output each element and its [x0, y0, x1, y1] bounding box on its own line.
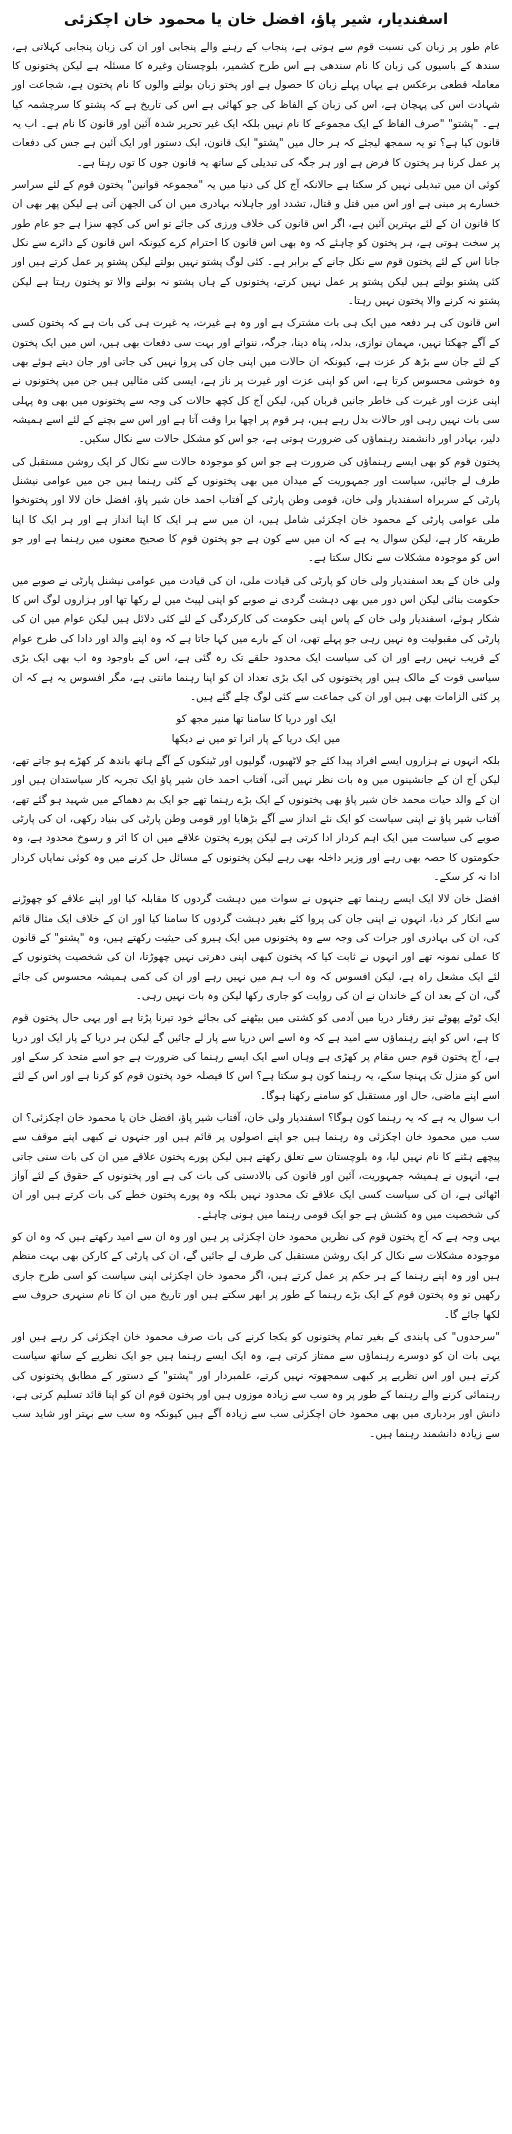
paragraph: بلکہ انہوں نے ہزاروں ایسے افراد پیدا کئے جو لاٹھیوں، گولیوں اور ٹینکوں کے آگے ہاتھ باندھ کر کھڑے ہو جاتے تھے، لیکن آج ان کے جانشینوں میں وہ بات نظر نہیں آتی، آفتاب احمد خان شیر پاؤ ایک تجربہ کار سیاستدان ہیں اور ان کے والد حیات محمد خان شیر پاؤ بھی پختونوں کے ایک بڑے رہنما تھے جو ایک بم دھماکے میں شہید ہو گئے تھے، آفتاب شیر پاؤ نے اپنی سیاست کو ایک نئے انداز سے آگے بڑھایا اور قومی وطن پارٹی کی بنیاد رکھی، ان کی پارٹی صوبے کی سیاست میں ایک اہم کردار ادا کرتی ہے لیکن پورے پختون علاقے میں ان کا اثر و رسوخ محدود ہے، وہ حکومتوں کا حصہ بھی رہے اور وزیر داخلہ بھی رہے لیکن پختونوں کے مسائل حل کرنے میں وہ کوئی نمایاں کردار ادا نہ کر سکے۔ — [12, 754, 500, 883]
paragraph: اب سوال یہ ہے کہ یہ رہنما کون ہوگا؟ اسفندیار ولی خان، آفتاب شیر پاؤ، افضل خان یا محمود خان اچکزئی؟ ان سب میں محمود خان اچکزئی وہ رہنما ہیں جو اپنے اصولوں پر قائم ہیں اور جنہوں نے کبھی اپنے موقف سے پیچھے ہٹنے کا نام نہیں لیا، وہ بلوچستان سے تعلق رکھتے ہیں لیکن پورے پختون علاقے میں ان کی بات سنی جاتی ہے، انہوں نے ہمیشہ جمہوریت، آئین اور قانون کی بالادستی کی بات کی ہے اور پختونوں کے حقوق کے لئے آواز اٹھائی ہے، ان کی سیاست کسی ایک علاقے تک محدود نہیں بلکہ وہ پورے پختون خطے کی بات کرتے ہیں اور ان کی شخصیت میں وہ کشش ہے جو ایک قومی رہنما میں ہونی چاہئے۔ — [12, 1112, 500, 1221]
verse-line: میں ایک دریا کے پار اترا تو میں نے دیکھا — [171, 732, 341, 745]
paragraph: پختون قوم کو بھی ایسے رہنماؤں کی ضرورت ہے جو اس کو موجودہ حالات سے نکال کر ایک روشن مستقبل کی طرف لے جائیں، سیاست اور جمہوریت کے میدان میں بھی پختونوں کے کئی رہنما ہیں جن میں عوامی نیشنل پارٹی کے سربراہ اسفندیار ولی خان، قومی وطن پارٹی کے آفتاب احمد خان شیر پاؤ، افضل خان لالا اور پختونخوا ملی عوامی پارٹی کے محمود خان اچکزئی شامل ہیں، ان میں سے ہر ایک کا اپنا انداز ہے اور ہر ایک کا اپنا طریقہ کار ہے، لیکن سوال یہ ہے کہ ان میں سے کون ہے جو پختون قوم کا صحیح معنوں میں رہنما ہے اور جو اس کو موجودہ مشکلات سے نکال سکتا ہے۔ — [12, 455, 500, 565]
paragraph: یہی وجہ ہے کہ آج پختون قوم کی نظریں محمود خان اچکزئی پر ہیں اور وہ ان سے امید رکھتے ہیں کہ وہ ان کو موجودہ مشکلات سے نکال کر ایک روشن مستقبل کی طرف لے جائیں گے، ان کی پارٹی کے کارکن بھی بہت منظم ہیں اور وہ اپنے رہنما کے ہر حکم پر عمل کرتے ہیں، اگر محمود خان اچکزئی اپنی سیاست کو اسی طرح جاری رکھیں تو وہ پختون قوم کے ایک بڑے رہنما کے طور پر ابھر سکتے ہیں اور تاریخ میں ان کا نام سنہری حروف سے لکھا جائے گا۔ — [12, 1231, 500, 1321]
article-body — [12, 38, 500, 1444]
verse-line: ایک اور دریا کا سامنا تھا منیر مجھ کو — [176, 713, 336, 726]
paragraph: افضل خان لالا ایک ایسے رہنما تھے جنہوں نے سوات میں دہشت گردوں کا مقابلہ کیا اور اپنے علاقے کو چھوڑنے سے انکار کر دیا، انہوں نے اپنی جان کی پروا کئے بغیر دہشت گردوں کا سامنا کیا اور ان کے خلاف ایک مثال قائم کی، ان کی بہادری اور جرات کی وجہ سے وہ پختونوں میں ایک ہیرو کی حیثیت رکھتے ہیں، وہ "پشتو" کے قانون کا عملی نمونہ تھے اور انہوں نے ثابت کیا کہ پختون کبھی اپنی دھرتی نہیں چھوڑتا، ان کی شخصیت پختونوں کے لئے ایک مشعل راہ ہے، لیکن افسوس کہ وہ اب ہم میں نہیں رہے اور ان کی کمی ہمیشہ محسوس کی جائے گی، ان کے بعد ان کے خاندان نے ان کی روایت کو جاری رکھا لیکن وہ بات نہیں رہی۔ — [12, 893, 500, 1002]
paragraph: کوئی ان میں تبدیلی نہیں کر سکتا ہے حالانکہ آج کل کی دنیا میں یہ "مجموعہ قوانین" پختون قوم کے لئے سراسر خسارے پر مبنی ہے اور اس میں قتل و قتال، تشدد اور جاہلانہ بہادری میں ان کی الجھن آتی ہے لیکن پھر بھی ان کا قانون ان کے لئے بہترین آئین ہے، اگر اس قانون کی خلاف ورزی کی جائے تو اس کی کچھ سزا ہے جو عام طور پر سخت ہوتی ہے، ہر پختون کو چاہئے کہ وہ بھی اس قانون کا احترام کرے کیونکہ اس قانون کے دائرے سے نکل جانا اس کے لئے پختون قوم سے نکل جانے کے برابر ہے۔ کئی لوگ پشتو نہیں بولتے لیکن پشتو پر عمل کرتے ہیں اور کئی پشتو بولتے ہیں لیکن پشتو پر عمل نہیں کرتے، پختونوں کے ہاں پشتو نہ بولنے والا تو پختون رہتا ہے لیکن پشتو نہ کرنے والا پختون نہیں رہتا۔ — [12, 178, 500, 307]
paragraph: اس قانون کی ہر دفعہ میں ایک ہی بات مشترک ہے اور وہ ہے غیرت، یہ غیرت ہی کی بات ہے کہ پختون کسی کے آگے جھکتا نہیں، مہمان نوازی، بدلہ، پناہ دینا، جرگہ، ننواتے اور بہت سی دفعات بھی ہیں، اس میں ایک پختون کے لئے جان سے بڑھ کر عزت ہے، کیونکہ ان حالات میں اپنی جان کی پروا نہیں کی جاتی اور جان دیتے ہوئے بھی وہ خوشی محسوس کرتا ہے، اس کو اپنی عزت اور غیرت پر ناز ہے، ایسی کئی مثالیں ہیں جن میں پختونوں نے اپنی عزت اور غیرت کی خاطر جانیں قربان کیں، لیکن آج کل کچھ حالات کی وجہ سے پختونوں میں بھی وہ پہلی سی بات نہیں رہی اور حالات بدل رہے ہیں، ہر قوم پر اچھا برا وقت آتا ہے اور اس سے بچنے کے لئے اسے ہمیشہ دلیر، بہادر اور دانشمند رہنماؤں کی ضرورت ہوتی ہے، جو اس کو مشکل حالات سے نکال سکیں۔ — [12, 317, 500, 446]
poetry-verse — [12, 710, 500, 749]
paragraph: "سرحدوں" کی پابندی کے بغیر تمام پختونوں کو یکجا کرنے کی بات صرف محمود خان اچکزئی کر رہے ہیں اور یہی بات ان کو دوسرے رہنماؤں سے ممتاز کرتی ہے، وہ ایک ایسے رہنما ہیں جو ایک نظریے کے ساتھ سیاست کرتے ہیں اور اس نظریے پر کبھی سمجھوتہ نہیں کرتے، علمبردار اور "پشتو" کے دستور کے مطابق پختونوں کی رہنمائی کرنے والے رہنما کے طور پر وہ سب سے زیادہ موزوں ہیں اور پختون قوم ان کو اپنا قائد تسلیم کرتی ہے، دانش اور بردباری میں بھی محمود خان اچکزئی سب سے زیادہ آگے ہیں کیونکہ وہ سب سے بہتر اور شاید سب سے زیادہ دانشمند رہنما ہیں۔ — [12, 1330, 500, 1440]
paragraph: ایک ٹوٹے پھوٹے تیز رفتار دریا میں آدمی کو کشتی میں بیٹھنے کی بجائے خود تیرنا پڑتا ہے اور یہی حال پختون قوم کا ہے، اس کو اپنے رہنماؤں سے امید ہے کہ وہ اسے اس دریا سے پار لے جائیں گے لیکن ہر دریا کے پار ایک اور دریا ہے، آج پختون قوم جس مقام پر کھڑی ہے وہاں اسے ایک ایسے رہنما کی ضرورت ہے جو اسے متحد کر سکے اور اس کو منزل تک پہنچا سکے، یہ رہنما کون ہو سکتا ہے؟ اس کا فیصلہ خود پختون قوم کو کرنا ہے اور اس کے لئے اسے اپنے ماضی، حال اور مستقبل کو سامنے رکھنا ہوگا۔ — [12, 1012, 500, 1102]
paragraph: عام طور پر زبان کی نسبت قوم سے ہوتی ہے، پنجاب کے رہنے والے پنجابی اور ان کی زبان پنجابی کہلاتی ہے، سندھ کے باسیوں کی زبان کا نام سندھی ہے اس طرح کشمیر، بلوچستان وغیرہ کا مسئلہ ہے لیکن پختونوں کا معاملہ قطعی برعکس ہے یہاں پہلے زبان کا حصول ہے اور پختو زبان بولنے والوں کا نام پختون ہے، شجاعت اور شہادت اس کی پہچان ہے، اس کی زبان کے الفاظ کی جو کھائی ہے اس کی تاریخ ہے کہ پشتو کا سرچشمہ کیا ہے۔ "پشتو" "صرف الفاظ کے ایک مجموعے کا نام نہیں بلکہ ایک غیر تحریر شدہ آئین اور قانون کا نام ہے۔ اب یہ قانون کیا ہے؟ تو یہ سمجھ لیجئے کہ ہر حال میں "پشتو" ایک قانون، ایک دستور اور ایک آئین ہے جس کی دفعات پر عمل کرنا ہر پختون کا فرض ہے اور ہر جگہ کی تبدیلی کے ساتھ یہ قانون جوں کا توں رہتا ہے۔ — [12, 40, 500, 169]
paragraph: ولی خان کے بعد اسفندیار ولی خان کو پارٹی کی قیادت ملی، ان کی قیادت میں عوامی نیشنل پارٹی نے صوبے میں حکومت بنائی لیکن اس دور میں بھی دہشت گردی نے صوبے کو اپنی لپیٹ میں لے رکھا تھا اور ہزاروں لوگ اس کا شکار ہوئے، اسفندیار ولی خان کے پاس اپنی حکومت کی کارکردگی کے لئے کئی دلائل ہیں لیکن عوام میں ان کی پارٹی کی مقبولیت وہ نہیں رہی جو پہلے تھی، ان کے بارے میں کہا جاتا ہے کہ وہ اپنے والد اور دادا کی طرح عوام کے قریب نہیں رہے اور ان کی سیاست ایک محدود حلقے تک رہ گئی ہے، اس کے باوجود وہ اب بھی ایک بڑی سیاسی قوت کے مالک ہیں اور پختونوں کی ایک بڑی تعداد ان کو اپنا رہنما مانتی ہے، مگر افسوس یہ ہے کہ ان پر کئی الزامات بھی ہیں اور ان کی جماعت سے کئی لوگ چلے گئے ہیں۔ — [12, 574, 500, 703]
article-title: اسفندیار، شیر پاؤ، افضل خان یا محمود خان اچکزئی — [63, 10, 449, 28]
